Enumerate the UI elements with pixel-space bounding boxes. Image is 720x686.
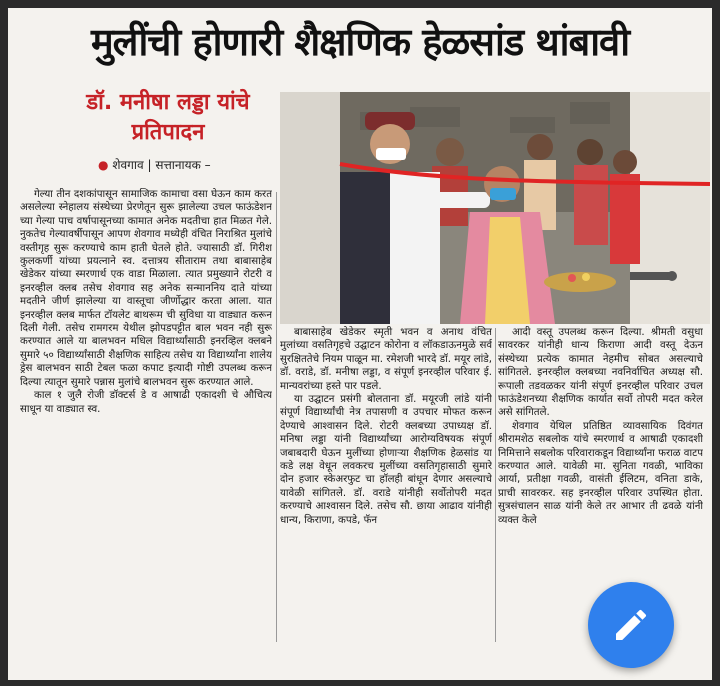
article-column-1 (20, 188, 272, 643)
bullet-icon: ● (98, 158, 109, 172)
article-column-2 (280, 326, 492, 644)
column-divider (276, 192, 277, 642)
column1-paragraph-1: गेल्या तीन दशकांपासून सामाजिक कामाचा वसा घेऊन काम करत असलेल्या स्नेहालय संस्थेच्या प्रेरणेतून सुरू झालेल्या उचल फाऊंडेशन च्या गेल्या पाच वर्षापासूनच्या कामात अनेक मदतीचा हात मिळत गेले. नुकतेच गेल्यावर्षीपासून आपण शेवगाव मध्येही वंचित निराश्रित मुलांचे वस्तीगृह सुरू करण्याचे काम हाती घेतले होते. ज्यासाठी डॉ. गिरीश कुलकर्णी यांच्या प्रयत्नाने स्व. दत्तात्रय सीताराम तथा बाबासाहेब खेडेकर यांच्या स्मरणार्थ एक वाडा मिळाला. त्यात प्रमुख्याने रोटरी व इनरव्हील क्लब तसेच शेवगाव सह अनेक सन्माननिय दाते यांच्या मदतीने जीर्ण झालेल्या या वास्तूचा जीर्णोद्धार करता आला. यात इनरव्हील क्लब मार्फत टॉयलेट बाथरूम ची सुविधा या वाड्यात करून दिली गेली. तसेच रामगरम येथील झोपडपट्टीत बाल भवन नही सुरू करण्यात आले या बालभवन मधिल विद्यार्थ्यांसाठी इनरव्हिल क्लबने सुमारे ५० विद्यार्थ्यांसाठी शैक्षणिक साहित्य तसेच या विद्यार्थ्यांना शालेय ड्रेस बालभवन साठी टेबल फळा कपाट इत्यादी गोष्टी उपलब्ध करून दिल्या त्यातून सुमारे पन्नास मुलांचे बालभवन सुरू करण्यात आले. (20, 189, 272, 388)
byline-separator: | (143, 158, 156, 172)
pencil-edit-icon (611, 605, 651, 645)
subheadline: डॉ. मनीषा लड्डा यांचे प्रतिपादन (86, 90, 250, 145)
edit-fab-button[interactable] (588, 582, 674, 668)
byline-source: सत्तानायक (155, 158, 201, 172)
byline (98, 156, 211, 173)
column2-paragraph-2: या उद्घाटन प्रसंगी बोलताना डॉ. मयूरजी लांडे यांनी संपूर्ण विद्यार्थ्यांची नेत्र तपासणी व उपचार मोफत करून देण्याचे आश्वासन दिले. रोटरी क्लबच्या उपाध्यक्ष डॉ. मनिषा लड्डा यांनी विद्यार्थ्यांच्या आरोग्यविषयक संपूर्ण जबाबदारी घेऊन मुलींच्या होणाऱ्या शैक्षणिक हेळसांड या कडे लक्ष वेधून लवकरच मुलींच्या वसतिगृहासाठी सुमारे दोन हजार स्केअरफुट चा हॉलही बांधून देणार असल्याचे यावेळी सांगितले. डॉ. वराडे यांनीही सर्वोतोपरी मदत करण्याचे आश्वासन दिले. तसेच सौ. छाया आढाव यांनीही धान्य, किराणा, कपडे, फॅन (280, 394, 492, 526)
headline: मुलींची होणारी शैक्षणिक हेळसांड थांबावी (90, 20, 630, 64)
column3-paragraph-2: शेवगाव येथिल प्रतिष्ठित व्यावसायिक दिवंगत श्रीरामशेठ सबलोक यांचे स्मरणार्थ व आषाढी एकादशी निमित्ताने सबलोक परिवाराकडून विद्यार्थ्यांना फराळ वाटप करण्यात आले. यावेळी मा. सुनिता गवळी, भाविका आर्या, प्रतीक्षा गवळी, वासंती ईलिटम, वनिता डाके, प्राची सावरकर. सह इनरव्हील परिवार उपस्थित होता. सुत्रसंचालन साळ यांनी केले तर आभार ती ढवळे यांनी व्यक्त केले (498, 420, 703, 526)
byline-place: शेवगाव (112, 158, 144, 172)
newspaper-clipping (8, 8, 712, 680)
column-divider (495, 328, 496, 642)
column1-paragraph-2: काल १ जुलै रोजी डॉक्टर्स डे व आषाढी एकादशी चे औचित्य साधून या वाड्यात स्व. (20, 390, 272, 415)
column2-paragraph-1: बाबासाहेब खेडेकर स्मृती भवन व अनाथ वंचित मुलांच्या वसतिगृहचे उद्घाटन कोरोना व लॉकडाऊनमुळे सर्व सुरक्षिततेचे नियम पाळून मा. रमेशजी भारदे डॉ. मयूर लांडे, डॉ. वराडे, डॉ. मनीषा लड्डा, व संपूर्ण इनरव्हील परिवार ई. मान्यवरांच्या हस्ते पार पडले. (280, 327, 492, 392)
column3-paragraph-1: आदी वस्तू उपलब्ध करून दिल्या. श्रीमती वसुधा सावरकर यांनीही धान्य किराणा आदी वस्तू देऊन संस्थेच्या प्रत्येक कामात नेहमीच सोबत असल्याचे सांगितले. इनरव्हील क्लबच्या नवनिर्वाचित अध्यक्ष सौ. रूपाली तडवळकर यांनी संपूर्ण इनरव्हील परिवार उचल फाऊंडेशनच्या शैक्षणिक कार्यात सर्वो तोपरी मदत करेल असे सांगितले. (498, 327, 703, 419)
byline-dash: – (200, 158, 211, 172)
ribbon-cutting-photo (280, 92, 710, 324)
ceremony-illustration (280, 92, 710, 324)
